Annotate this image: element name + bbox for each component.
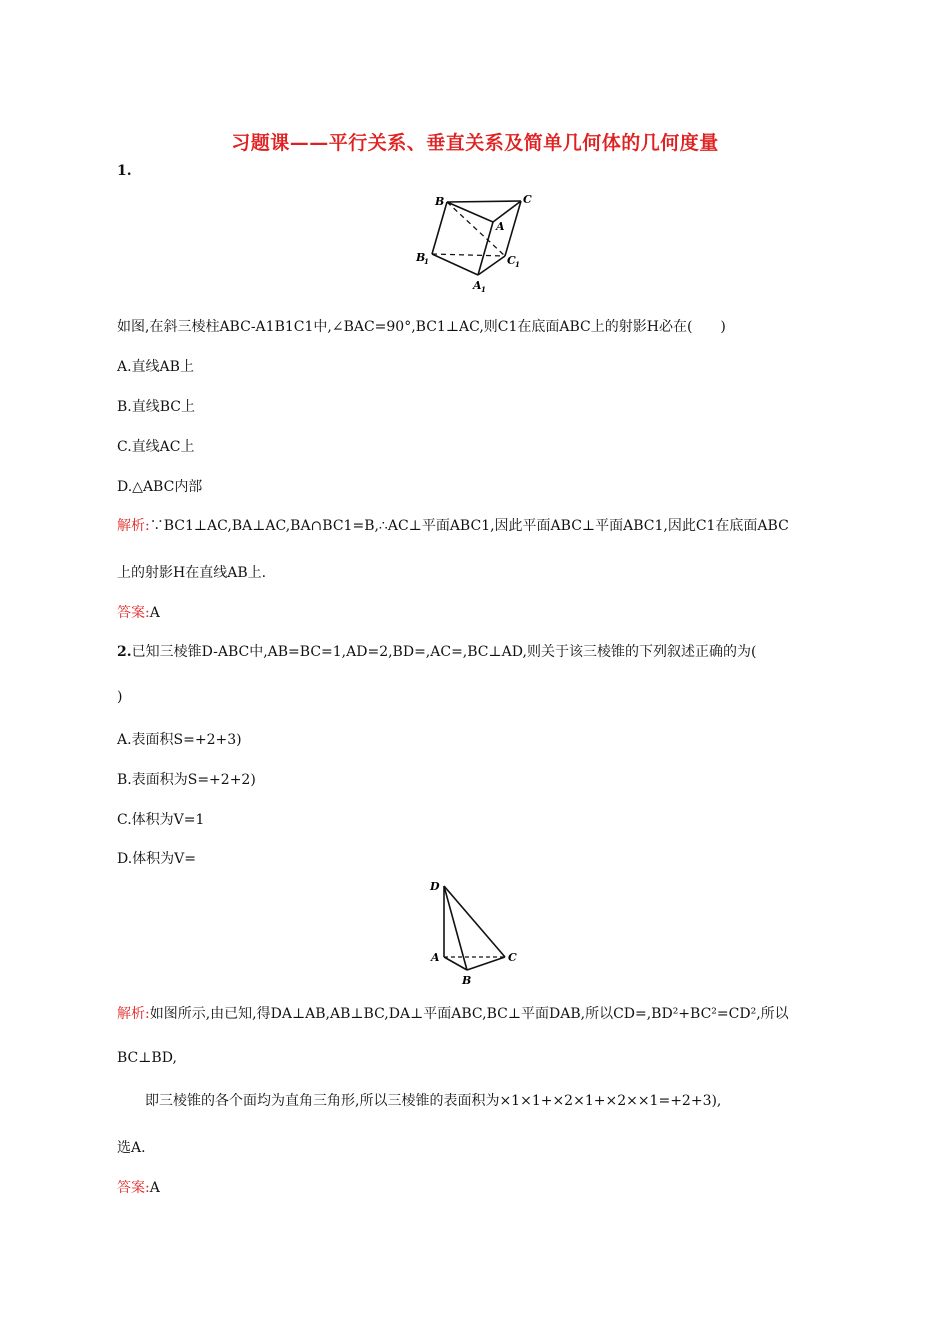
question-2-answer	[117, 1177, 160, 1197]
label-C: C	[508, 951, 517, 964]
question-1-option-c: C.直线AC上	[117, 439, 195, 455]
label-B: B	[462, 974, 472, 987]
question-2-option-b: B.表面积为S=+2+2)	[117, 772, 256, 788]
question-2-analysis-end: 选A.	[117, 1140, 146, 1156]
prism-figure	[410, 188, 540, 296]
pyramid-figure	[425, 875, 525, 991]
answer-label: 答案:	[117, 605, 150, 621]
question-1-analysis-cont: 上的射影H在直线AB上.	[117, 565, 267, 581]
label-D: D	[430, 880, 440, 893]
analysis-label: 解析:	[117, 518, 150, 534]
label-C1: C	[507, 254, 516, 267]
analysis-text: ∵BC1⊥AC,BA⊥AC,BA∩BC1=B,∴AC⊥平面ABC1,因此平面ABC⊥平面ABC1,因此C1在底面ABC	[149, 518, 789, 534]
label-A1-sub: 1	[481, 285, 486, 294]
analysis-text: 如图所示,由已知,得DA⊥AB,AB⊥BC,DA⊥平面ABC,BC⊥平面DAB,所以CD=,BD²+BC²=CD²,所以	[149, 1006, 789, 1022]
question-1-option-a: A.直线AB上	[117, 359, 194, 375]
label-C: C	[523, 193, 532, 206]
label-C1-sub: 1	[515, 260, 520, 269]
question-2-stem-text: 已知三棱锥D-ABC中,AB=BC=1,AD=2,BD=,AC=,BC⊥AD,则关于该三棱锥的下列叙述正确的为(	[131, 644, 757, 660]
page-title: 习题课——平行关系、垂直关系及简单几何体的几何度量	[231, 132, 719, 154]
question-1-option-b: B.直线BC上	[117, 399, 195, 415]
label-B1: B	[416, 251, 426, 264]
question-2-analysis-cont: BC⊥BD,	[117, 1050, 177, 1066]
answer-value: A	[149, 605, 160, 621]
question-1-stem: 如图,在斜三棱柱ABC-A1B1C1中,∠BAC=90°,BC1⊥AC,则C1在底面ABC上的射影H必在( )	[117, 319, 726, 335]
question-2-analysis-para: 即三棱锥的各个面均为直角三角形,所以三棱锥的表面积为×1×1+×2×1+×2××1=+2+3),	[145, 1093, 722, 1109]
question-1-analysis	[117, 515, 789, 535]
answer-label: 答案:	[117, 1180, 150, 1196]
label-A1: A	[473, 279, 482, 292]
analysis-label: 解析:	[117, 1006, 150, 1022]
answer-value: A	[149, 1180, 160, 1196]
question-1-number: 1.	[117, 163, 132, 179]
label-B1-sub: 1	[424, 257, 429, 266]
question-2-stem-cont: )	[117, 689, 123, 705]
label-A: A	[496, 220, 505, 233]
question-1-answer	[117, 602, 160, 622]
question-2-analysis	[117, 1003, 789, 1023]
question-2-number: 2.	[117, 644, 132, 660]
question-2-stem	[117, 641, 756, 661]
label-A: A	[431, 951, 440, 964]
question-1-option-d: D.△ABC内部	[117, 479, 203, 495]
question-2-option-d: D.体积为V=	[117, 851, 197, 867]
label-B: B	[435, 195, 445, 208]
question-2-option-a: A.表面积S=+2+3)	[117, 732, 242, 748]
question-2-option-c: C.体积为V=1	[117, 812, 205, 828]
